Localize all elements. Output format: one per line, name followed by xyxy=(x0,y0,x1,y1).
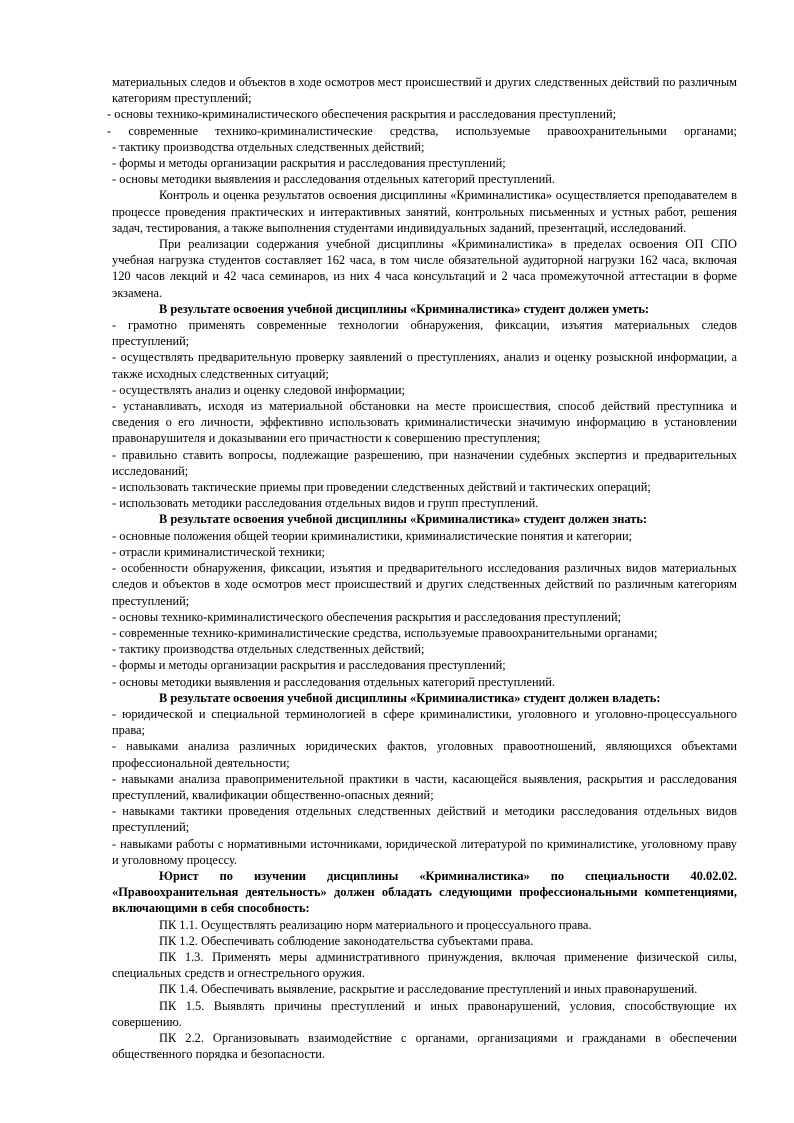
skills-item: - грамотно применять современные технологии обнаружения, фиксации, изъятия материальных следов преступлений; xyxy=(112,318,737,349)
competency-item: ПК 1.5. Выявлять причины преступлений и иных правонарушений, условия, способствующие их совершению. xyxy=(112,998,737,1029)
competency-item: ПК 2.2. Организовывать взаимодействие с органами, организациями и гражданами в обеспечении общественного порядка и безопасности. xyxy=(112,1030,737,1062)
possess-item: - навыками тактики проведения отдельных следственных действий и методики расследования отдельных видов преступлений; xyxy=(112,804,737,835)
knowledge-item: - основы методики выявления и расследования отдельных категорий преступлений. xyxy=(112,674,555,689)
document-page xyxy=(107,74,737,1062)
competency-item: ПК 1.1. Осуществлять реализацию норм материального и процессуального права. xyxy=(159,917,592,932)
knowledge-item: - особенности обнаружения, фиксации, изъятия и предварительного исследования различных видов материальных следов и объектов в ходе осмотров мест происшествий и других следственных действий по различным категориям преступлений; xyxy=(112,561,737,608)
skills-item: - осуществлять предварительную проверку заявлений о преступлениях, анализ и оценку розыскной информации, а также исходных следственных ситуаций; xyxy=(112,350,737,381)
skills-item: - использовать методики расследования отдельных видов и групп преступлений. xyxy=(112,496,539,511)
possess-item: - юридической и специальной терминологией в сфере криминалистики, уголовного и уголовно-процессуального права; xyxy=(112,706,737,738)
competency-item: ПК 1.2. Обеспечивать соблюдение законодательства субъектами права. xyxy=(159,933,534,948)
knowledge-item: - тактику производства отдельных следственных действий; xyxy=(112,642,425,657)
possess-item: - навыками анализа различных юридических фактов, уголовных правоотношений, являющихся объектами профессиональной деятельности; xyxy=(112,739,737,770)
skills-item: - устанавливать, исходя из материальной обстановки на месте происшествия, способ действий преступника и сведения о его личности, эффективно использовать криминалистически значимую информацию в установлении правонарушителя и доказывании его причастности к совершению преступления; xyxy=(112,399,737,446)
possess-item: - навыками работы с нормативными источниками, юридической литературой по криминалистике, уголовному праву и уголовному процессу. xyxy=(112,836,737,867)
intro-line: материальных следов и объектов в ходе осмотров мест происшествий и других следственных действий по различным категориям преступлений; xyxy=(112,75,737,106)
skills-heading: В результате освоения учебной дисциплины «Криминалистика» студент должен уметь: xyxy=(159,301,649,316)
knowledge-item: - основные положения общей теории криминалистики, криминалистические понятия и категории; xyxy=(112,528,633,543)
control-paragraph: Контроль и оценка результатов освоения дисциплины «Криминалистика» осуществляется преподавателем в процессе проведения практических и интерактивных занятий, контрольных письменных и устных работ, решения задач, тестирования, а также выполнения студентами индивидуальных заданий, презентаций, исследований. xyxy=(112,188,737,235)
intro-list-item: - основы технико-криминалистического обеспечения раскрытия и расследования преступлений; xyxy=(107,107,617,122)
possess-item: - навыками анализа правоприменительной практики в части, касающейся выявления, раскрытия и расследования преступлений, квалификации общественно-опасных деяний; xyxy=(112,771,737,802)
hours-paragraph: При реализации содержания учебной дисциплины «Криминалистика» в пределах освоения ОП СПО учебная нагрузка студентов составляет 162 часа, в том числе обязательной аудиторной нагрузки 162 часа, включая 120 часов лекций и 42 часа семинаров, из них 4 часа консультаций и 2 часа промежуточной аттестации в форме экзамена. xyxy=(112,237,737,300)
knowledge-item: - формы и методы организации раскрытия и расследования преступлений; xyxy=(112,658,506,673)
competencies-heading: Юрист по изучении дисциплины «Криминалистика» по специальности 40.02.02. «Правоохранительная деятельность» должен обладать следующими профессиональными компетенциями, включающими в себя способность: xyxy=(112,868,737,916)
intro-list-item: - современные технико-криминалистические средства, используемые правоохранительными органами; xyxy=(107,123,737,138)
knowledge-item: - отрасли криминалистической техники; xyxy=(112,544,325,559)
skills-item: - осуществлять анализ и оценку следовой информации; xyxy=(112,382,405,397)
intro-list-item: - основы методики выявления и расследования отдельных категорий преступлений. xyxy=(112,172,555,187)
knowledge-heading: В результате освоения учебной дисциплины «Криминалистика» студент должен знать: xyxy=(159,512,648,527)
skills-item: - правильно ставить вопросы, подлежащие разрешению, при назначении судебных экспертиз и предварительных исследований; xyxy=(112,447,737,478)
possess-heading: В результате освоения учебной дисциплины «Криминалистика» студент должен владеть: xyxy=(159,690,661,705)
skills-item: - использовать тактические приемы при проведении следственных действий и тактических операций; xyxy=(112,480,651,495)
competency-item: ПК 1.3. Применять меры административного принуждения, включая применение физической силы, специальных средств и огнестрельного оружия. xyxy=(112,949,737,981)
competency-item: ПК 1.4. Обеспечивать выявление, раскрытие и расследование преступлений и иных правонарушений. xyxy=(159,982,698,997)
intro-list-item: - формы и методы организации раскрытия и расследования преступлений; xyxy=(112,156,506,171)
knowledge-item: - современные технико-криминалистические средства, используемые правоохранительными органами; xyxy=(112,625,658,640)
knowledge-item: - основы технико-криминалистического обеспечения раскрытия и расследования преступлений; xyxy=(112,609,622,624)
intro-list-item: - тактику производства отдельных следственных действий; xyxy=(112,139,425,154)
